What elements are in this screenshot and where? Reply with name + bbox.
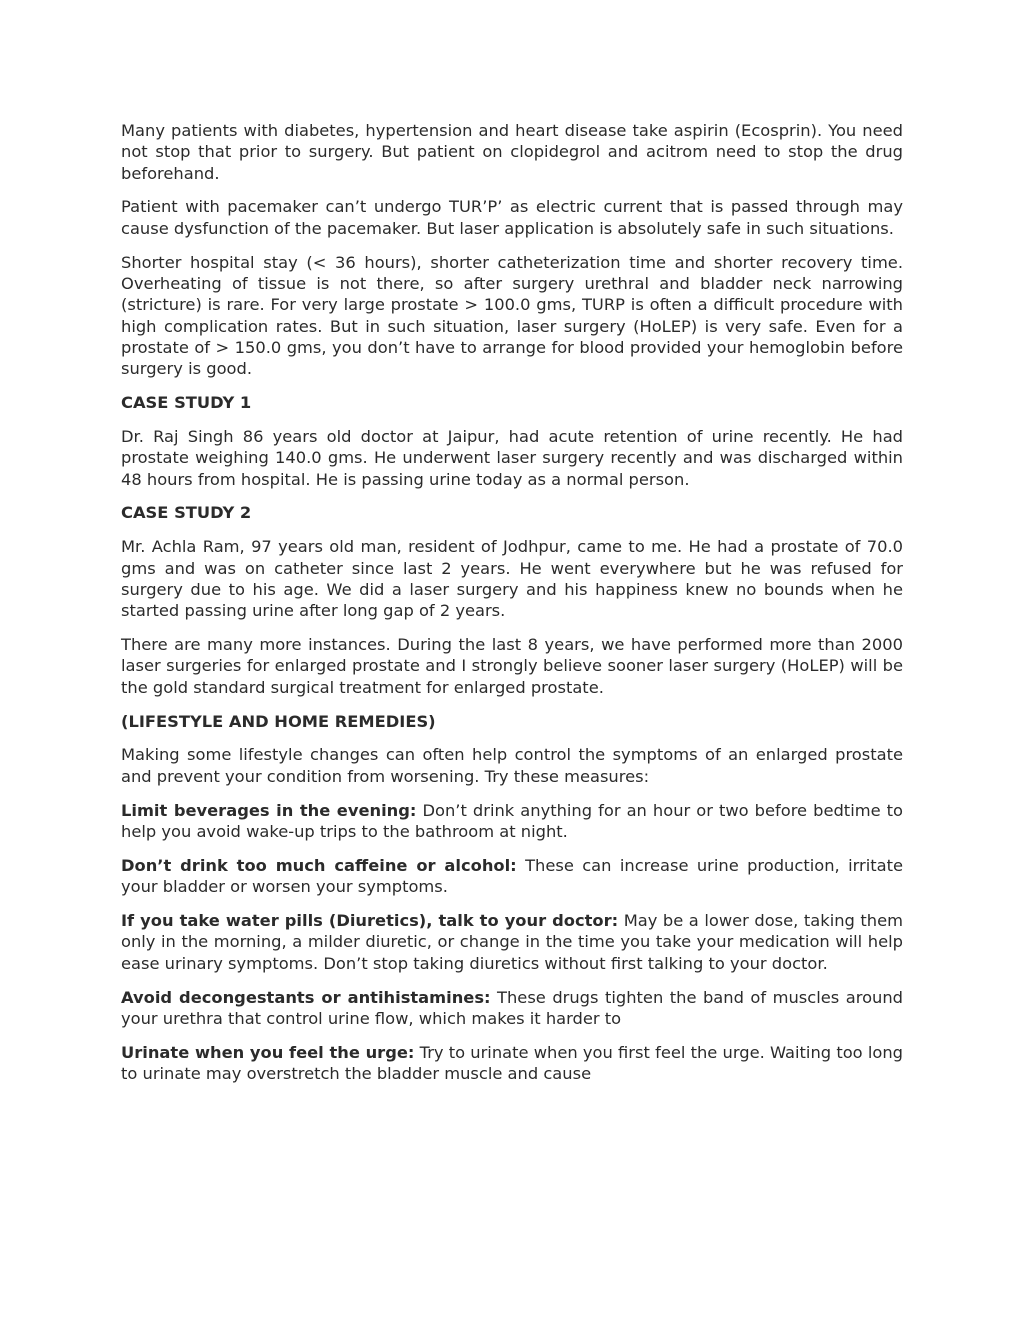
heading-lifestyle: (LIFESTYLE AND HOME REMEDIES) <box>121 711 436 731</box>
paragraph-case-study-1: Dr. Raj Singh 86 years old doctor at Jaipur, had acute retention of urine recently. He had prostate weighing 140.0 gms. He underwent laser surgery recently and was discharged within 48 hours from hospital. He is passing urine today as a normal person. <box>121 426 903 489</box>
paragraph-benefits: Shorter hospital stay (< 36 hours), shorter catheterization time and shorter recovery time. Overheating of tissue is not there, so after surgery urethral and bladder neck narrowing (stricture) is rare. For very large prostate > 100.0 gms, TURP is often a difficult procedure with high complication rates. But in such situation, laser surgery (HoLEP) is very safe. Even for a prostate of > 150.0 gms, you don’t have to arrange for blood provided your hemoglobin before surgery is good. <box>121 252 903 379</box>
tip-text: Don’t drink anything for an hour or two before bedtime to help you avoid wake-up trips to the bathroom at night. <box>121 800 903 841</box>
tip-lead: Avoid decongestants or antihistamines: <box>121 987 491 1007</box>
tip-limit-beverages <box>121 800 903 843</box>
heading-case-study-1: CASE STUDY 1 <box>121 393 252 413</box>
paragraph-pacemaker: Patient with pacemaker can’t undergo TUR’P’ as electric current that is passed through may cause dysfunction of the pacemaker. But laser application is absolutely safe in such situations. <box>121 197 903 238</box>
tip-text: May be a lower dose, taking them only in the morning, a milder diuretic, or change in the time you take your medication will help ease urinary symptoms. Don’t stop taking diuretics without first talking to your doctor. <box>121 911 903 973</box>
tip-text: These drugs tighten the band of muscles around your urethra that control urine flow, which makes it harder to <box>121 987 904 1028</box>
tip-lead: Don’t drink too much caffeine or alcohol: <box>121 855 517 875</box>
tip-diuretics <box>121 910 903 974</box>
paragraph-aspirin: Many patients with diabetes, hypertension and heart disease take aspirin (Ecosprin). You need not stop that prior to surgery. But patient on clopidegrol and acitrom need to stop the drug beforehand. <box>121 121 903 183</box>
tip-lead: If you take water pills (Diuretics), talk to your doctor: <box>121 911 619 931</box>
tip-text: These can increase urine production, irritate your bladder or worsen your symptoms. <box>121 855 903 897</box>
tip-text: Try to urinate when you first feel the urge. Waiting too long to urinate may overstretch the bladder muscle and cause <box>121 1042 903 1083</box>
heading-case-study-2: CASE STUDY 2 <box>121 503 252 523</box>
document-page <box>121 120 903 1097</box>
paragraph-case-study-2: Mr. Achla Ram, 97 years old man, resident of Jodhpur, came to me. He had a prostate of 70.0 gms and was on catheter since last 2 years. He went everywhere but he was refused for surgery due to his age. We did a laser surgery and his happiness knew no bounds when he started passing urine after long gap of 2 years. <box>121 537 903 621</box>
tip-lead: Limit beverages in the evening: <box>121 800 417 820</box>
paragraph-instances: There are many more instances. During the last 8 years, we have performed more than 2000 laser surgeries for enlarged prostate and I strongly believe sooner laser surgery (HoLEP) will be the gold standard surgical treatment for enlarged prostate. <box>121 635 903 697</box>
tip-urinate-urge <box>121 1042 903 1085</box>
tip-caffeine-alcohol <box>121 855 903 898</box>
tip-lead: Urinate when you feel the urge: <box>121 1042 415 1062</box>
paragraph-lifestyle-intro: Making some lifestyle changes can often help control the symptoms of an enlarged prostate and prevent your condition from worsening. Try these measures: <box>121 745 903 786</box>
tip-decongestants <box>121 987 903 1030</box>
